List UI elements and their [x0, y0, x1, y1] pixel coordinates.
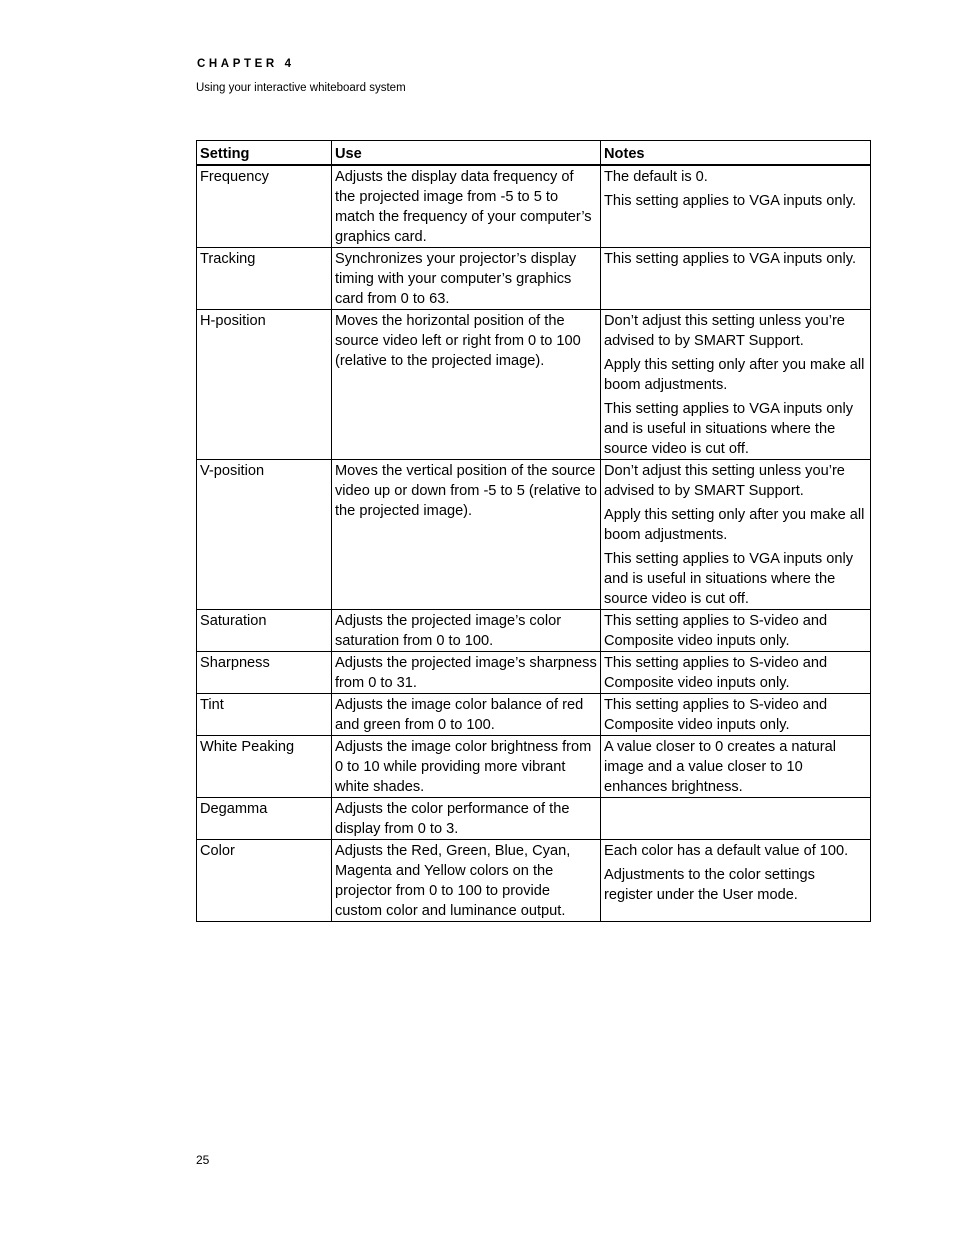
note-paragraph: The default is 0. [604, 169, 708, 185]
use-cell: Adjusts the Red, Green, Blue, Cyan, Magenta and Yellow colors on the projector from 0 to 100 to provide custom color and luminance output. [332, 840, 601, 922]
use-cell: Moves the horizontal position of the source video left or right from 0 to 100 (relative to the projected image). [332, 310, 601, 460]
note-paragraph: This setting applies to S-video and Composite video inputs only. [604, 697, 828, 733]
notes-cell [601, 248, 871, 310]
setting-cell: Saturation [197, 610, 332, 652]
table-row [197, 248, 871, 310]
table-row [197, 165, 871, 248]
notes-cell [601, 610, 871, 652]
note-paragraph: This setting applies to S-video and Composite video inputs only. [604, 613, 828, 649]
column-header-notes: Notes [601, 141, 871, 166]
table-row [197, 694, 871, 736]
use-cell: Adjusts the projected image’s color saturation from 0 to 100. [332, 610, 601, 652]
setting-cell: White Peaking [197, 736, 332, 798]
table-row [197, 798, 871, 840]
notes-cell [601, 165, 871, 248]
settings-table [196, 140, 871, 922]
table-row [197, 610, 871, 652]
use-cell: Synchronizes your projector’s display timing with your computer’s graphics card from 0 to 63. [332, 248, 601, 310]
table-row [197, 736, 871, 798]
note-paragraph: This setting applies to VGA inputs only. [604, 193, 857, 209]
table-row [197, 840, 871, 922]
notes-cell [601, 736, 871, 798]
notes-cell [601, 310, 871, 460]
note-paragraph: Adjustments to the color settings register under the User mode. [604, 867, 815, 903]
note-paragraph: Don’t adjust this setting unless you’re advised to by SMART Support. [604, 313, 845, 349]
use-cell: Adjusts the display data frequency of the projected image from -5 to 5 to match the frequency of your computer’s graphics card. [332, 165, 601, 248]
note-paragraph: This setting applies to VGA inputs only and is useful in situations where the source video is cut off. [604, 551, 854, 607]
page-number: 25 [196, 1153, 210, 1167]
note-paragraph: Don’t adjust this setting unless you’re advised to by SMART Support. [604, 463, 845, 499]
notes-cell [601, 694, 871, 736]
column-header-setting: Setting [197, 141, 332, 166]
use-cell: Adjusts the image color brightness from 0 to 10 while providing more vibrant white shades. [332, 736, 601, 798]
notes-cell [601, 652, 871, 694]
setting-cell: H-position [197, 310, 332, 460]
use-cell: Adjusts the color performance of the display from 0 to 3. [332, 798, 601, 840]
chapter-heading: CHAPTER 4 [197, 58, 295, 70]
notes-cell [601, 460, 871, 610]
use-cell: Adjusts the projected image’s sharpness from 0 to 31. [332, 652, 601, 694]
setting-cell: Sharpness [197, 652, 332, 694]
notes-cell [601, 798, 871, 840]
settings-table-body [197, 165, 871, 922]
table-row [197, 652, 871, 694]
note-paragraph: Apply this setting only after you make all boom adjustments. [604, 507, 865, 543]
column-header-use: Use [332, 141, 601, 166]
use-cell: Moves the vertical position of the source video up or down from -5 to 5 (relative to the projected image). [332, 460, 601, 610]
setting-cell: Frequency [197, 165, 332, 248]
setting-cell: V-position [197, 460, 332, 610]
note-paragraph: Each color has a default value of 100. [604, 843, 849, 859]
note-paragraph: This setting applies to VGA inputs only and is useful in situations where the source video is cut off. [604, 401, 854, 457]
setting-cell: Color [197, 840, 332, 922]
table-row [197, 310, 871, 460]
note-paragraph: A value closer to 0 creates a natural image and a value closer to 10 enhances brightness. [604, 739, 837, 795]
note-paragraph: Apply this setting only after you make all boom adjustments. [604, 357, 865, 393]
use-cell: Adjusts the image color balance of red and green from 0 to 100. [332, 694, 601, 736]
setting-cell: Tracking [197, 248, 332, 310]
note-paragraph: This setting applies to S-video and Composite video inputs only. [604, 655, 828, 691]
chapter-subtitle: Using your interactive whiteboard system [196, 82, 406, 94]
table-header-row [197, 141, 871, 166]
notes-cell [601, 840, 871, 922]
setting-cell: Tint [197, 694, 332, 736]
setting-cell: Degamma [197, 798, 332, 840]
note-paragraph: This setting applies to VGA inputs only. [604, 251, 857, 267]
table-row [197, 460, 871, 610]
